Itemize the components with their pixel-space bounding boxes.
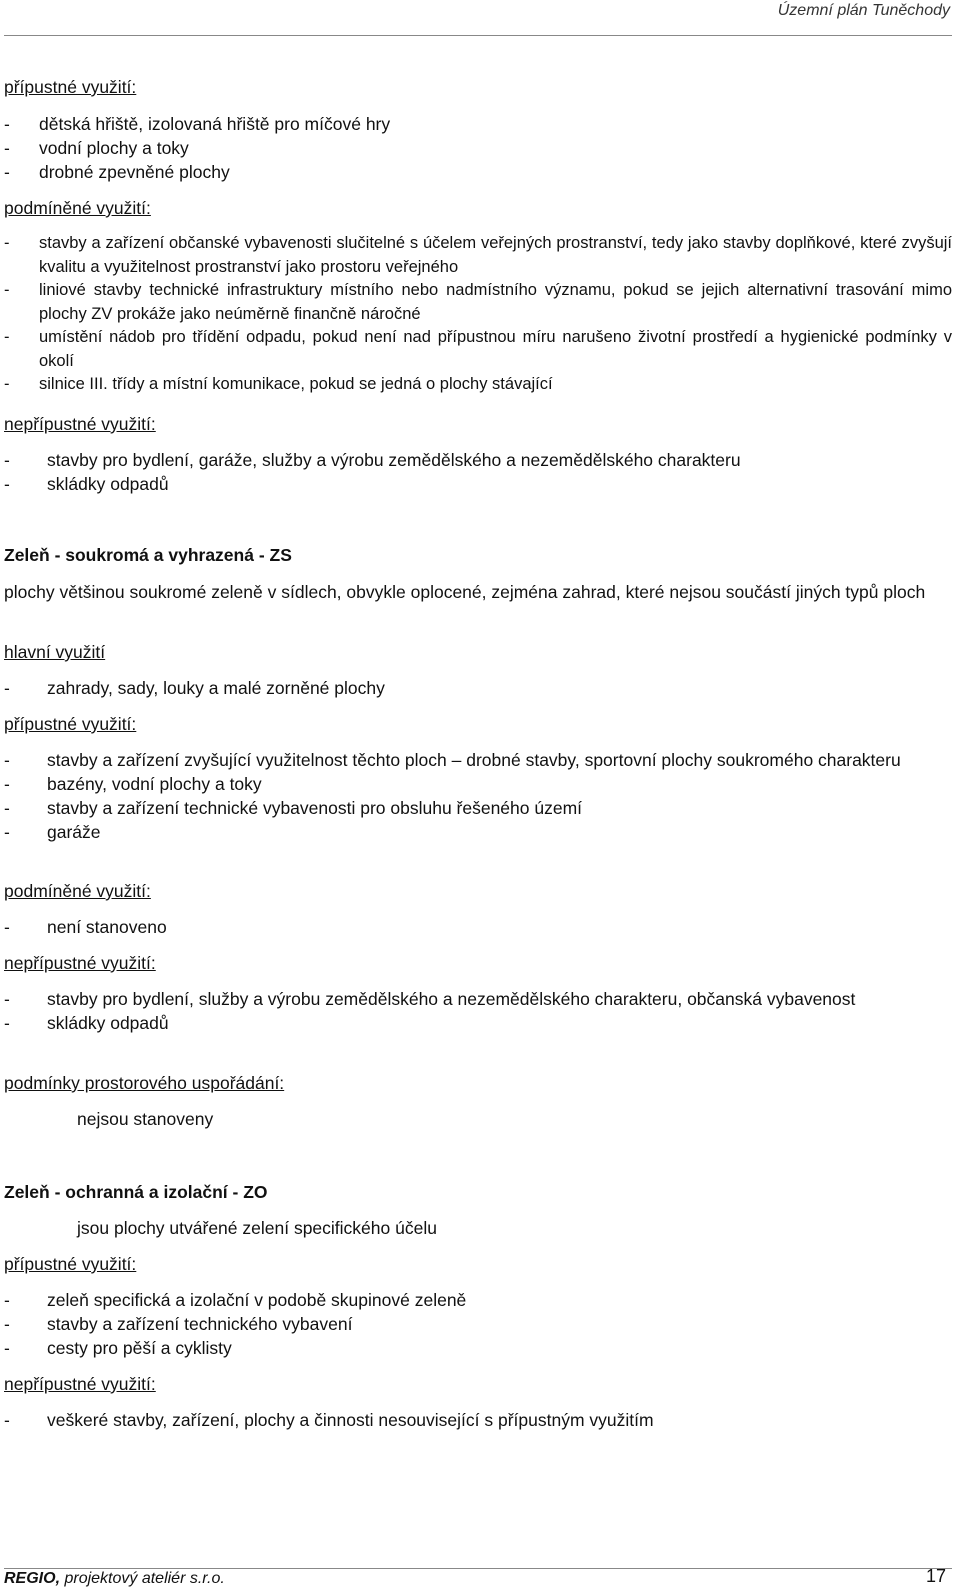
list-item: - zeleň specifická a izolační v podobě skupinové zeleně [4, 1288, 952, 1312]
list-item: - cesty pro pěší a cyklisty [4, 1336, 952, 1360]
list-item: - stavby a zařízení technického vybavení [4, 1312, 952, 1336]
zo-nepripustne-list [4, 1408, 952, 1432]
zs-hlavni-list [4, 676, 952, 700]
list-item: - skládky odpadů [4, 472, 952, 496]
list-item: - drobné zpevněné plochy [4, 160, 952, 184]
sec1-nepripustne-list [4, 448, 952, 496]
sec1-nepripustne-label: nepřípustné využití: [4, 414, 156, 434]
zo-description: jsou plochy utvářené zelení specifického účelu [77, 1218, 437, 1238]
zs-prostor-label: podmínky prostorového uspořádání: [4, 1073, 285, 1093]
list-item: - stavby a zařízení občanské vybavenosti slučitelné s účelem veřejných prostranství, tedy jako stavby doplňkové, které zvyšují kvalitu a využitelnost prostranství jako prostoru veřejného [4, 232, 952, 279]
sec1-podminene-label: podmíněné využití: [4, 198, 151, 218]
footer-company-name: REGIO, [4, 1570, 61, 1587]
list-item: - stavby pro bydlení, služby a výrobu zemědělského a nezemědělského charakteru, občanská vybavenost [4, 987, 952, 1011]
list-item: - umístění nádob pro třídění odpadu, pokud není nad přípustnou míru narušeno životní prostředí a hygienické podmínky v okolí [4, 326, 952, 373]
list-item: - stavby pro bydlení, garáže, služby a výrobu zemědělského a nezemědělského charakteru [4, 448, 952, 472]
list-item: - stavby a zařízení technické vybavenosti pro obsluhu řešeného území [4, 796, 952, 820]
sec1-podminene-list [4, 232, 952, 397]
zs-pripustne-list [4, 748, 952, 844]
header-title: Územní plán Tuněchody [777, 2, 950, 19]
list-item: - dětská hřiště, izolovaná hřiště pro míčové hry [4, 112, 952, 136]
list-item: - garáže [4, 820, 952, 844]
zo-pripustne-list [4, 1288, 952, 1360]
zs-nepripustne-list [4, 987, 952, 1035]
page-number: 17 [925, 1566, 946, 1586]
list-item: - vodní plochy a toky [4, 136, 952, 160]
list-item: - skládky odpadů [4, 1011, 952, 1035]
zo-pripustne-label: přípustné využití: [4, 1254, 137, 1274]
zs-podminene-label: podmíněné využití: [4, 881, 151, 901]
footer-company-suffix: projektový ateliér s.r.o. [60, 1570, 225, 1587]
list-item: - není stanoveno [4, 915, 952, 939]
footer-divider [4, 1568, 952, 1569]
sec1-pripustne-list [4, 112, 952, 184]
zs-description: plochy většinou soukromé zeleně v sídlech, obvykle oplocené, zejména zahrad, které nejsou součástí jiných typů ploch [4, 582, 926, 602]
zo-nepripustne-label: nepřípustné využití: [4, 1374, 156, 1394]
sec1-pripustne-label: přípustné využití: [4, 77, 137, 97]
list-item: - bazény, vodní plochy a toky [4, 772, 952, 796]
list-item: - liniové stavby technické infrastruktury místního nebo nadmístního významu, pokud se jejich alternativní trasování mimo plochy ZV prokáže jako neúměrně finančně náročné [4, 279, 952, 326]
list-item: - stavby a zařízení zvyšující využitelnost těchto ploch – drobné stavby, sportovní plochy soukromého charakteru [4, 748, 952, 772]
header-divider [4, 35, 952, 36]
footer-company [4, 1570, 225, 1588]
list-item: - silnice III. třídy a místní komunikace, pokud se jedná o plochy stávající [4, 373, 952, 397]
zs-nepripustne-label: nepřípustné využití: [4, 953, 156, 973]
list-item: - veškeré stavby, zařízení, plochy a činnosti nesouvisející s přípustným využitím [4, 1408, 952, 1432]
zs-prostor-text: nejsou stanoveny [77, 1109, 214, 1129]
zs-heading: Zeleň - soukromá a vyhrazená - ZS [4, 545, 292, 565]
zs-podminene-list [4, 915, 952, 939]
zs-hlavni-label: hlavní využití [4, 642, 106, 662]
zs-pripustne-label: přípustné využití: [4, 714, 137, 734]
zo-heading: Zeleň - ochranná a izolační - ZO [4, 1182, 268, 1202]
list-item: - zahrady, sady, louky a malé zorněné plochy [4, 676, 952, 700]
